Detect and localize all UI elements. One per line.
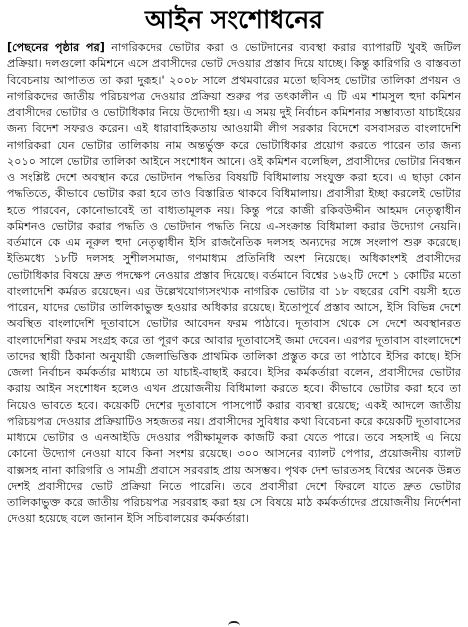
page-bottom-mark	[228, 621, 242, 627]
article-text: নাগরিকদের ভোটার করা ও ভোটদানের ব্যবস্থা করার ব্যাপারটি খুবই জটিল প্রক্রিয়া। দলগুলো কমিশনে এসে প্রবাসীদের ভোট দেওয়ার প্রস্তাব দিয়ে যাচ্ছে। কিন্তু কারিগরি ও বাস্তবতা বিবেচনায় আপাতত তা করা দুরূহ।' ২০০৮ সালে প্রথমবারের মতো ছবিসহ ভোটার তালিকা প্রণয়ন ও নাগরিকদের জাতীয় পরিচয়পত্র দেওয়ার প্রক্রিয়া শুরুর পর তৎকালীন এ টি এম শামসুল হুদা কমিশন প্রবাসীদের ভোটার ও ভোটাধিকার নিয়ে উদ্যোগী হয়। এ সময় দুই নির্বাচন কমিশনার সম্ভাব্যতা যাচাইয়ের জন্য বিদেশ সফরও করেন। এই ধারাবাহিকতায় আওয়ামী লীগ সরকার বিদেশে বসবাসরত বাংলাদেশি নাগরিকরা যেন ভোটার তালিকায় নাম অন্তর্ভুক্ত করে ভোটাধিকার প্রয়োগ করতে পারেন তার জন্য ২০১০ সালে ভোটার তালিকা আইনে সংশোধন আনে। ওই কমিশন বলেছিল, প্রবাসীদের ভোটার নিবন্ধন ও সংশ্লিষ্ট দেশে অবস্থান করে ভোটদান পদ্ধতির বিষয়টি বিধিমালায় সংযুক্ত করা হবে। এ ছাড়া কোন পদ্ধতিতে, কীভাবে ভোটার করা হবে তাও বিস্তারিত থাকবে বিধিমালায়। প্রবাসীরা ইচ্ছা করলেই ভোটার হতে পারবেন, কোনোভাবেই তা বাধ্যতামূলক নয়। কিন্তু পরে কাজী রকিবউদ্দীন আহমদ নেতৃত্বাধীন কমিশনও ভোটার করার পদ্ধতি ও ভোটদান পদ্ধতি নিয়ে এ-সংক্রান্ত বিধিমালা করার উদ্যোগ নেয়নি। বর্তমানে কে এম নূরুল হুদা নেতৃত্বাধীন ইসি রাজনৈতিক দলসহ অন্যদের সঙ্গে সংলাপ শুরু করেছে। ইতিমধ্যে ১৮টি দলসহ সুশীলসমাজ, গণমাধ্যম প্রতিনিধি অংশ নিয়েছে। অধিকাংশই প্রবাসীদের ভোটাধিকার বিষয়ে দ্রুত পদক্ষেপ নেওয়ার প্রস্তাব দিয়েছে। বর্তমানে বিশ্বের ১৬২টি দেশে ১ কোটির মতো বাংলাদেশি কর্মরত রয়েছেন। এর উল্লেখযোগ্যসংখ্যক নাগরিক ভোটার বা ১৮ বছরের বেশি বয়সী হতে পারেন, যাদের ভোটার তালিকাভুক্ত হওয়ার অধিকার রয়েছে। ইতোপূর্বে প্রস্তাব আসে, ইসি বিভিন্ন দেশে অবস্থিত বাংলাদেশি দূতাবাসে ভোটার আবেদন ফরম পাঠাবে। দূতাবাস থেকে সে দেশে অবস্থানরত বাংলাদেশিরা ফরম সংগ্রহ করে তা পূরণ করে আবার দূতাবাসেই জমা দেবেন। এরপর দূতাবাস বাংলাদেশে তাদের স্থায়ী ঠিকানা অনুযায়ী জেলাভিত্তিক প্রাথমিক তালিকা প্রস্তুত করে তা পাঠাবে ইসির কাছে। ইসি জেলা নির্বাচন কর্মকর্তার মাধ্যমে তা যাচাই-বাছাই করবে। ইসির কর্মকর্তারা বলেন, প্রবাসীদের ভোটার করায় আইন সংশোধন হলেও এখন প্রয়োজনীয় বিধিমালা করতে হবে। কীভাবে ভোটার করা হবে তা নিয়েও ভাবতে হবে। কয়েকটি দেশের দূতাবাসে পাসপোর্ট করার ব্যবস্থা রয়েছে; একই আদলে জাতীয় পরিচয়পত্র দেওয়ার প্রক্রিয়াটিও সহজতর নয়। প্রবাসীদের সুবিধার কথা বিবেচনা করে কয়েকটি দূতাবাসের মাধ্যমে ভোটার ও এনআইডি দেওয়ার পরীক্ষামূলক কাজটি করা যেতে পারে। তবে সহসাই এ নিয়ে কোনো উদ্যোগ নেওয়া যাবে কিনা সংশয় রয়েছে। ৩০০ আসনের ব্যালট পেপার, প্রয়োজনীয় ব্যালট বাক্সসহ নানা কারিগরি ও সামগ্রী প্রবাসে সরবরাহ প্রায় অসম্ভব। পৃথক দেশ ভারতসহ বিশ্বের অনেক উন্নত দেশই প্রবাসীদের ভোট প্রক্রিয়া নিতে পারেনি। তবে প্রবাসীরা দেশে ফিরলে যাতে দ্রুত ভোটার তালিকাভুক্ত করে জাতীয় পরিচয়পত্র সরবরাহ করা হয় সে বিষয়ে মাঠ কর্মকর্তাদের প্রয়োজনীয় নির্দেশনা দেওয়া হয়েছে বলে জানান ইসি সচিবালয়ের কর্মকর্তারা।	[7, 41, 461, 526]
continued-from-label: [পেছনের পৃষ্ঠার পর]	[7, 41, 105, 54]
article-body	[7, 40, 461, 622]
headline: আইন সংশোধনের	[145, 5, 323, 34]
